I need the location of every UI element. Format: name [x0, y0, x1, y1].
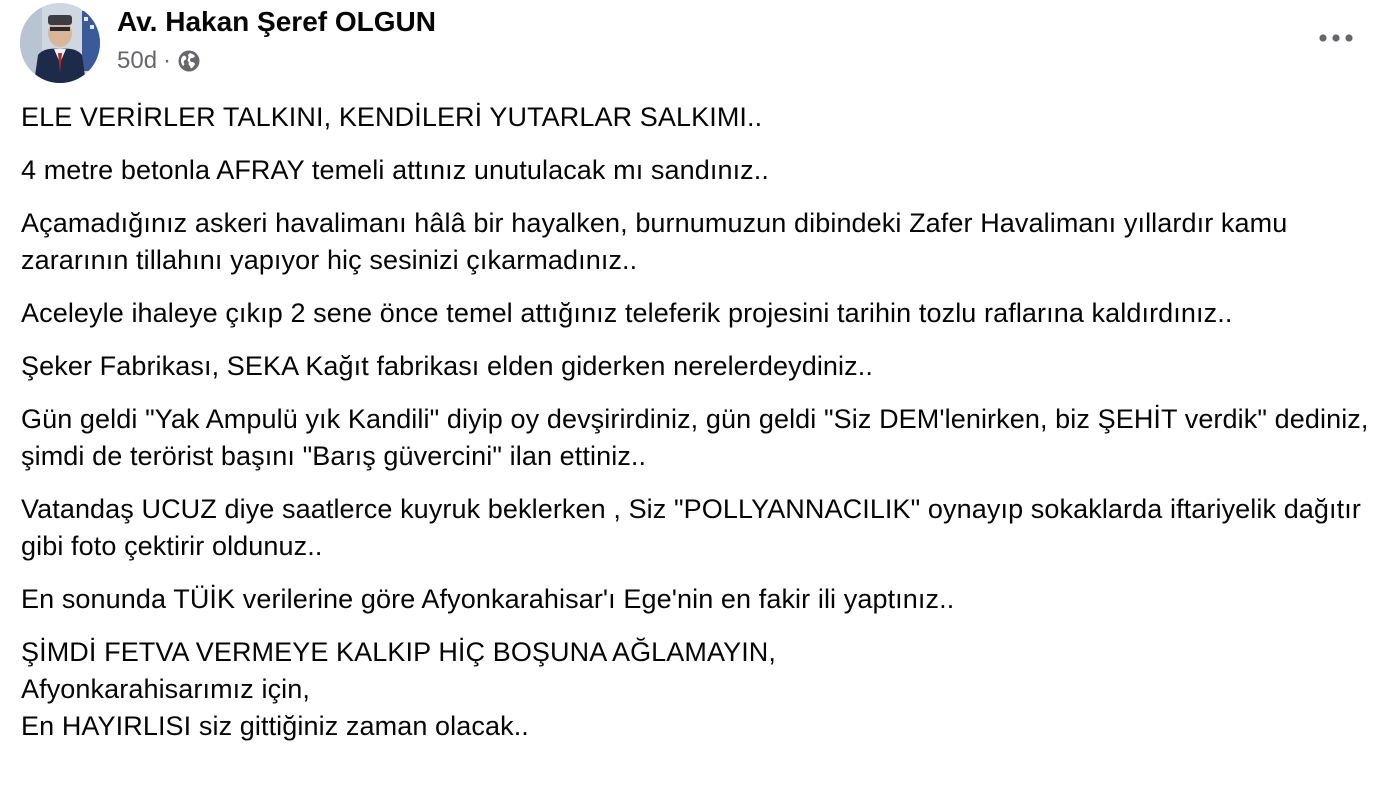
- more-options-icon: [1319, 34, 1353, 42]
- post-paragraph: Açamadığınız askeri havalimanı hâlâ bir hayalken, burnumuzun dibindeki Zafer Havalimanı yıllardır kamu zararının tillahını yapıyor hiç sesinizi çıkarmadınız..: [21, 208, 1288, 275]
- globe-icon[interactable]: [177, 49, 201, 73]
- post-closing: [21, 634, 1376, 745]
- post-paragraph: 4 metre betonla AFRAY temeli attınız unutulacak mı sandınız..: [21, 155, 769, 185]
- post-timestamp[interactable]: 50d: [117, 47, 158, 74]
- avatar[interactable]: [20, 3, 100, 83]
- post-paragraph: Aceleyle ihaleye çıkıp 2 sene önce temel attığınız teleferik projesini tarihin tozlu raflarına kaldırdınız..: [21, 298, 1233, 328]
- closing-line: Afyonkarahisarımız için,: [21, 674, 310, 704]
- post-text: [21, 99, 1376, 745]
- post-paragraph: En sonunda TÜİK verilerine göre Afyonkarahisar'ı Ege'nin en fakir ili yaptınız..: [21, 584, 955, 614]
- avatar-image: [20, 3, 100, 83]
- closing-line: En HAYIRLISI siz gittiğiniz zaman olacak..: [21, 711, 529, 741]
- post-paragraph: Şeker Fabrikası, SEKA Kağıt fabrikası elden giderken nerelerdeydiniz..: [21, 351, 873, 381]
- post-header: [0, 0, 1388, 90]
- meta-separator: ·: [163, 47, 172, 74]
- closing-line: ŞİMDİ FETVA VERMEYE KALKIP HİÇ BOŞUNA AĞLAMAYIN,: [21, 637, 777, 667]
- more-options-button[interactable]: [1306, 20, 1366, 56]
- post-paragraph: Gün geldi "Yak Ampulü yık Kandili" diyip oy devşirirdiniz, gün geldi "Siz DEM'lenirken, biz ŞEHİT verdik" dediniz, şimdi de terörist başını "Barış güvercini" ilan ettiniz..: [21, 404, 1369, 471]
- post-meta: [117, 46, 201, 76]
- post-paragraph: ELE VERİRLER TALKINI, KENDİLERİ YUTARLAR SALKIMI..: [21, 102, 763, 132]
- post-paragraph: Vatandaş UCUZ diye saatlerce kuyruk beklerken , Siz "POLLYANNACILIK" oynayıp sokaklarda iftariyelik dağıtır gibi foto çektirir oldunuz..: [21, 494, 1361, 561]
- author-name[interactable]: Av. Hakan Şeref OLGUN: [117, 6, 436, 37]
